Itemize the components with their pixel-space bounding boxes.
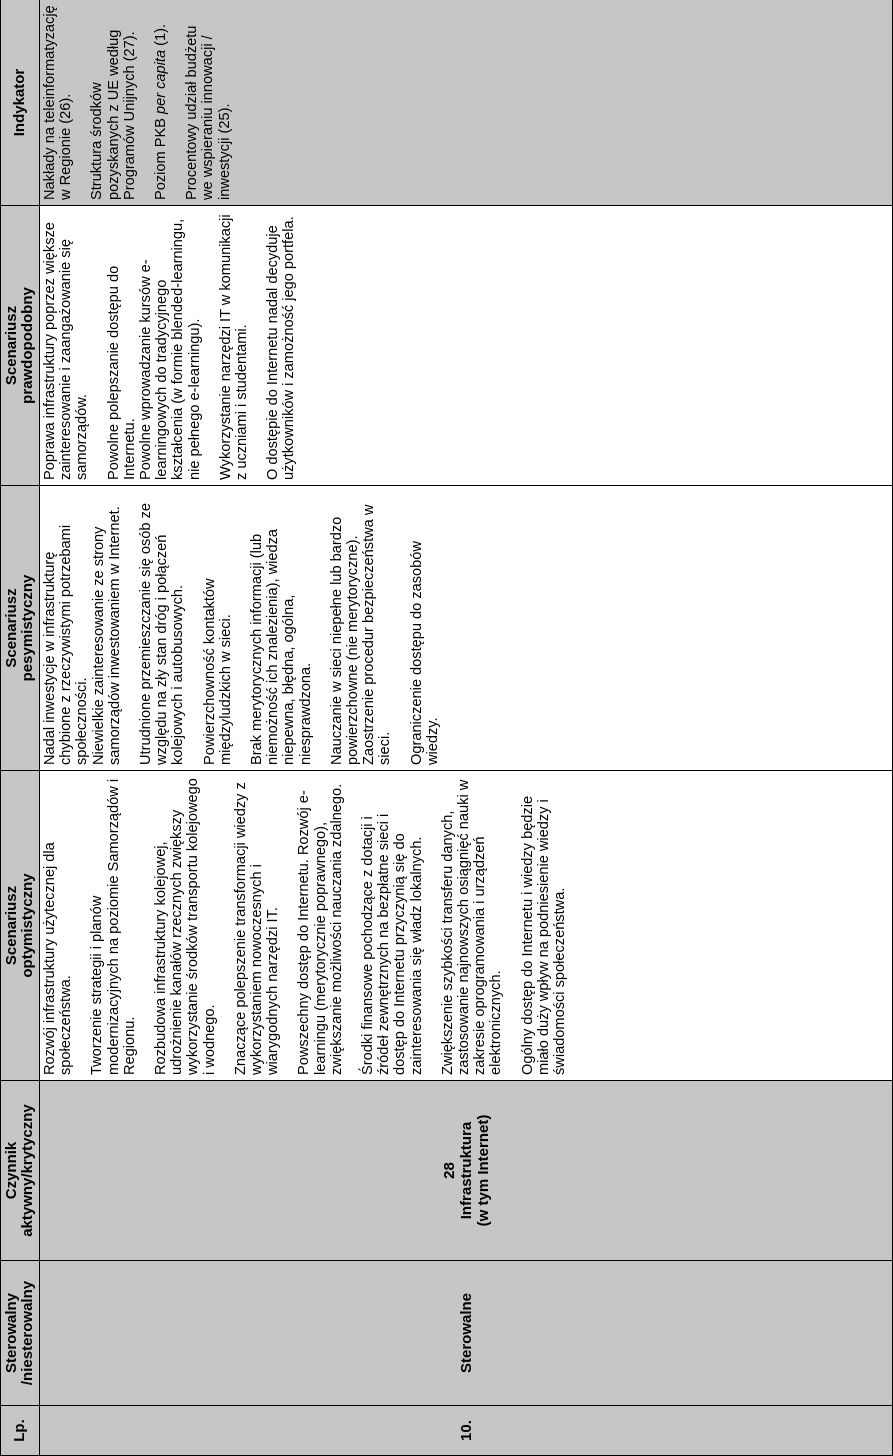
header-indykator: Indykator [1, 0, 40, 206]
pes-text: Nadal inwestycje w infrastrukturę chybione z rzeczywistymi potrzebami społeczności. [42, 524, 91, 765]
header-prawdopodobny [1, 206, 40, 486]
pes-text: Utrudnione przemieszczanie się osób ze względu na zły stan dróg i połączeń kolejowych i autobusowych. [138, 502, 187, 765]
opt-paragraph: Tworzenie strategii i planów modernizacyjnych na poziomie Samorządów i Regionu. [89, 778, 138, 1075]
header-lp: Lp. [1, 1406, 40, 1456]
header-sterowalny-line1: Sterowalny [3, 1292, 20, 1374]
pes-paragraph [42, 491, 123, 765]
cell-pesymistyczny [40, 486, 893, 771]
opt-paragraph: Rozbudowa infrastruktury kolejowej, udrożnienie kanałów rzecznych zwiększy wykorzystanie środków transportu kolejowego i wodnego. [153, 778, 218, 1075]
praw-text: Wykorzystanie narzędzi IT w komunikacji z uczniami i studentami. [217, 214, 251, 480]
pes-text: Zaostrzenie procedur bezpieczeństwa w sieci. [361, 504, 394, 765]
pes-text: Brak merytorycznych informacji (lub niemożność ich znalezienia), wiedza niepewna, błędna, ogólna, niesprawdzona. [249, 528, 314, 765]
pes-text: Niewielkie zainteresowanie ze strony samorządów inwestowaniem w Internet. [90, 506, 123, 765]
header-row [1, 0, 40, 1456]
praw-paragraph [265, 211, 297, 480]
header-czynnik-line1: Czynnik [3, 1141, 20, 1200]
header-pesymistyczny [1, 486, 40, 771]
praw-paragraph [42, 211, 91, 480]
indykator-paragraph [153, 5, 169, 200]
header-optymistyczny-line2: optymistyczny [19, 873, 36, 978]
praw-text: Powolne wprowadzanie kursów e-learningowych do tradycyjnego kształcenia (w formie blended-learningu, nie pełnego e-learningu). [138, 218, 203, 480]
header-pesymistyczny-line2: pesymistyczny [19, 574, 36, 682]
pes-text: Powierzchowność kontaktów międzyludzkich w sieci. [201, 578, 234, 765]
praw-text: Powolne polepszanie dostępu do Internetu. [105, 265, 138, 480]
indykator-paragraph: Nakłady na teleinformatyzację w Regionie (26). [42, 5, 75, 200]
header-sterowalny [1, 1261, 40, 1406]
header-optymistyczny-line1: Scenariusz [3, 885, 20, 966]
praw-text: O dostępie do Internetu nadal decyduje użytkowników i zamożność jego portfela. [265, 216, 298, 480]
opt-paragraph: Znaczące polepszenie transformacji wiedzy z wykorzystaniem nowoczesnych i wiarygodnych narzędzi IT. [232, 782, 282, 1075]
header-prawdopodobny-line1: Scenariusz [3, 305, 20, 386]
indykator-paragraph: Struktura środków pozyskanych z UE według Programów Unijnych (27). [89, 29, 138, 200]
cell-lp: 10. [40, 1406, 893, 1456]
indykator-text: Poziom PKB [153, 114, 170, 200]
table-row [40, 0, 893, 1456]
indykator-text: (1). [153, 23, 170, 50]
czynnik-number: 28 [440, 1162, 458, 1179]
opt-paragraph: Ogólny dostęp do Internetu i wiedzy będzie miało duży wpływ na podniesienie wiedzy i świadomości społeczeństwa. [519, 795, 569, 1075]
cell-prawdopodobny [40, 206, 893, 486]
pes-text: Ograniczenie dostępu do zasobów wiedzy. [408, 541, 441, 765]
indykator-italic: per capita [153, 49, 170, 115]
czynnik-name-line1: Infrastruktura [457, 1121, 475, 1220]
praw-paragraph [218, 211, 250, 480]
praw-paragraph [106, 211, 203, 480]
header-optymistyczny [1, 771, 40, 1081]
header-czynnik [1, 1081, 40, 1261]
pes-paragraph [249, 491, 314, 765]
pes-paragraph [409, 491, 441, 765]
header-czynnik-line2: aktywny/krytyczny [19, 1104, 36, 1237]
header-pesymistyczny-line1: Scenariusz [3, 588, 20, 668]
cell-optymistyczny [40, 771, 893, 1081]
header-sterowalny-line2: /niesterowalny [19, 1280, 36, 1386]
indykator-paragraph: Procentowy udział budżetu we wspieraniu innowacji / inwestycji (25). [184, 25, 233, 200]
cell-sterowalny: Sterowalne [40, 1261, 893, 1406]
opt-paragraph: Zwiększenie szybkości transferu danych, zastosowanie najnowszych osiągnięć nauki w zakresie oprogramowania i urządzeń elektronicznych. [439, 779, 505, 1075]
cell-czynnik [40, 1081, 893, 1261]
pes-paragraph [329, 491, 394, 765]
pes-text: Nauczanie w sieci niepełne lub bardzo powierzchowne (nie merytoryczne). [328, 516, 362, 765]
pes-paragraph [202, 491, 234, 765]
czynnik-name-line2: (w tym Internet) [474, 1114, 492, 1227]
opt-paragraph: Powszechny dostęp do Internetu. Rozwój e-learningu (merytorycznie poprawnego), zwiększanie możliwości nauczania zdalnego. [296, 783, 345, 1075]
opt-paragraph: Rozwój infrastruktury użytecznej dla społeczeństwa. [42, 842, 75, 1075]
header-prawdopodobny-line2: prawdopodobny [19, 287, 36, 404]
pes-paragraph [138, 491, 187, 765]
praw-text: Poprawa infrastruktury poprzez większe zainteresowanie i zaangażowanie się samorządów. [42, 222, 91, 480]
opt-paragraph: Środki finansowe pochodzące z dotacji i źródeł zewnętrznych na bezpłatne sieci i dostęp do Internetu przyczynią się do zainteresowania się władz lokalnych. [360, 813, 425, 1075]
cell-indykator [40, 0, 893, 206]
